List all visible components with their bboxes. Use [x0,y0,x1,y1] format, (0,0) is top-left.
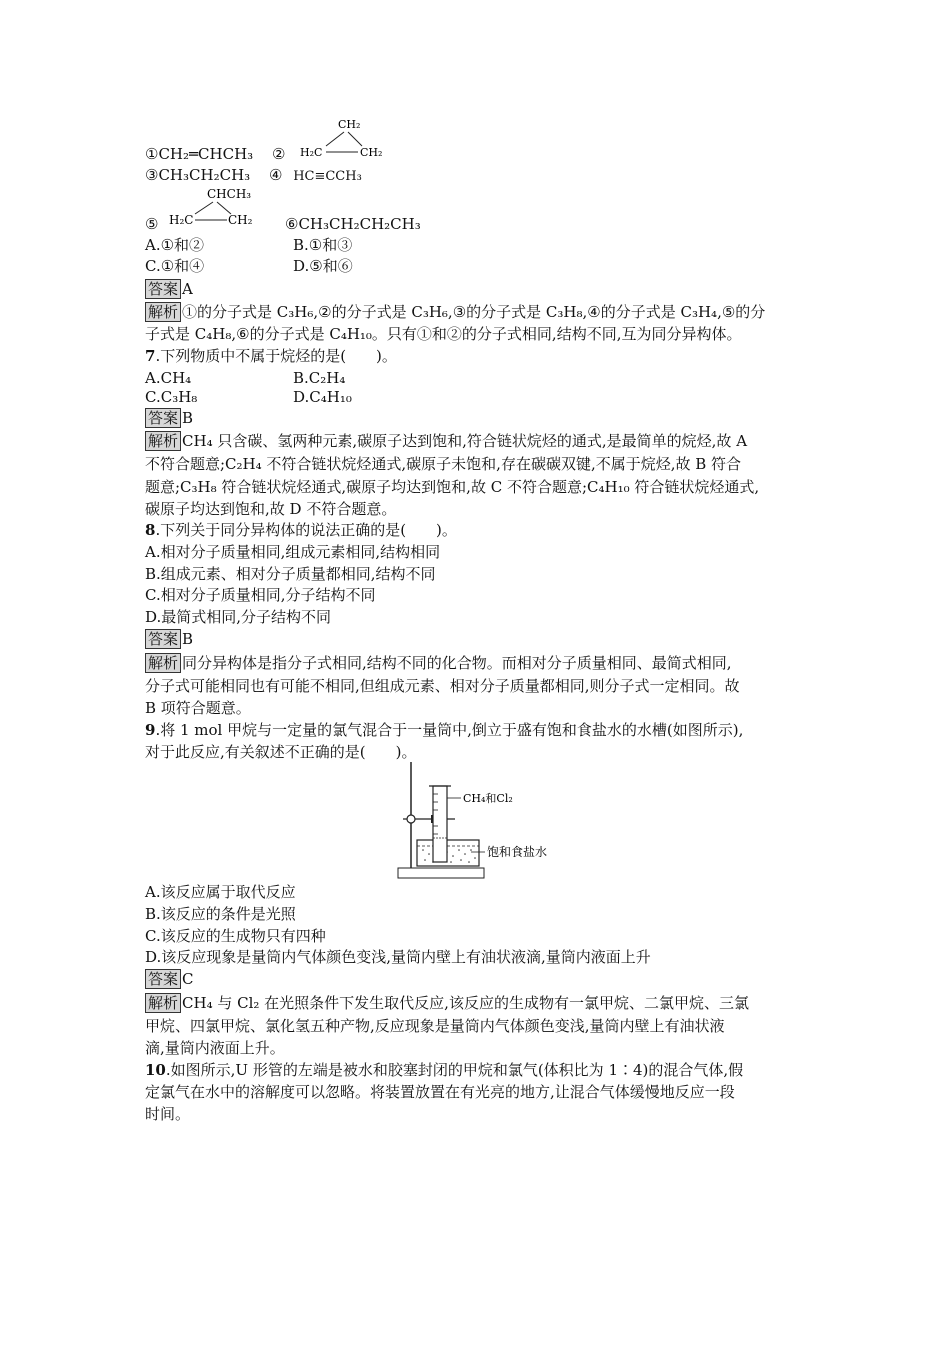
formula-1: ①CH₂═CHCH₃ [145,145,254,163]
cyclopropane-top-label: CH₂ [338,118,361,131]
q7-analysis-line-3: 题意;C₃H₈ 符合链状烷烃通式,碳原子均达到饱和,故 C 不符合题意;C₄H₁₀ 符合链状烷烃通式, [145,478,760,496]
answer-tag: 答案 [145,408,181,428]
q6-option-c: C.①和④ [145,257,205,275]
q10-stem-line-3: 时间。 [145,1105,191,1123]
methylcyclopropane-right-label: CH₂ [228,213,253,227]
analysis-text: ①的分子式是 C₃H₆,②的分子式是 C₃H₆,③的分子式是 C₃H₈,④的分子式是 C₃H₄,⑤的分 [182,303,766,321]
q9-analysis-line-1 [145,993,749,1013]
question-text: .下列物质中不属于烷烃的是( )。 [155,347,397,365]
q9-analysis-line-2: 甲烷、四氯甲烷、氯化氢五种产物,反应现象是量筒内气体颜色变浅,量筒内壁上有油状液 [145,1017,725,1035]
q8-option-c: C.相对分子质量相同,分子结构不同 [145,586,376,604]
q9-option-a: A.该反应属于取代反应 [145,883,296,901]
answer-value: C [182,970,194,988]
q8-analysis-line-1 [145,653,732,673]
methylcyclopropane-structure [165,186,265,230]
answer-tag: 答案 [145,279,181,299]
q7-option-a: A.CH₄ [145,369,192,387]
cyclopropane-left-label: H₂C [300,146,323,159]
formula-6: ⑥CH₃CH₂CH₂CH₃ [285,215,421,233]
question-text: .下列关于同分异构体的说法正确的是( )。 [155,521,457,539]
question-number: 10 [145,1061,166,1079]
q6-option-a: A.①和② [145,236,205,254]
question-text: .将 1 mol 甲烷与一定量的氯气混合于一量筒中,倒立于盛有饱和食盐水的水槽(如图所示), [155,721,744,739]
q9-stem-line-1 [145,720,743,740]
q7-stem [145,346,397,366]
q10-stem-line-1 [145,1060,743,1080]
figure-label-brine: 饱和食盐水 [487,845,548,859]
formula-row-2 [145,165,362,187]
cyclopropane-right-label: CH₂ [360,146,383,159]
formula-3: ③CH₃CH₂CH₃ [145,166,251,184]
q9-answer [145,969,194,989]
q6-option-d: D.⑤和⑥ [293,257,353,275]
formula-row-3 [145,214,421,234]
q8-answer [145,629,193,649]
q8-analysis-line-3: B 项符合题意。 [145,699,251,717]
analysis-text: CH₄ 与 Cl₂ 在光照条件下发生取代反应,该反应的生成物有一氯甲烷、二氯甲烷、三氯 [182,994,749,1012]
q9-analysis-line-3: 滴,量筒内液面上升。 [145,1039,285,1057]
q8-option-d: D.最简式相同,分子结构不同 [145,608,332,626]
q7-analysis-line-4: 碳原子均达到饱和,故 D 不符合题意。 [145,500,397,518]
q9-stem-line-2: 对于此反应,有关叙述不正确的是( )。 [145,743,417,761]
q6-analysis-line-1 [145,302,765,322]
q7-analysis-line-2: 不符合题意;C₂H₄ 不符合链状烷烃通式,碳原子未饱和,存在碳碳双键,不属于烷烃,故 B 符合 [145,455,742,473]
formula-4-number: ④ [268,166,283,184]
methylcyclopropane-top-label: CHCH₃ [207,187,252,201]
question-text: .如图所示,U 形管的左端是被水和胶塞封闭的甲烷和氯气(体积比为 1∶4)的混合气体,假 [165,1061,744,1079]
answer-value: B [182,409,194,427]
answer-value: A [182,280,193,298]
q8-stem [145,520,457,540]
q6-answer [145,279,193,299]
methane-chlorination-apparatus-figure [395,760,565,882]
analysis-tag: 解析 [145,653,181,673]
q8-option-a: A.相对分子质量相同,组成元素相同,结构相同 [145,543,441,561]
question-number: 9 [145,721,156,739]
analysis-text: CH₄ 只含碳、氢两种元素,碳原子达到饱和,符合链状烷烃的通式,是最简单的烷烃,故 A [182,432,748,450]
q7-answer [145,408,193,428]
analysis-tag: 解析 [145,993,181,1013]
answer-tag: 答案 [145,969,181,989]
q10-stem-line-2: 定氯气在水中的溶解度可以忽略。将装置放置在有光亮的地方,让混合气体缓慢地反应一段 [145,1083,735,1101]
formula-4: HC≡CCH₃ [293,169,362,184]
q8-analysis-line-2: 分子式可能相同也有可能不相同,但组成元素、相对分子质量都相同,则分子式一定相同。故 [145,677,740,695]
question-number: 7 [145,347,156,365]
q7-option-d: D.C₄H₁₀ [293,388,352,406]
formula-2-number: ② [271,145,286,163]
q7-option-c: C.C₃H₈ [145,388,198,406]
figure-label-gas: CH₄和Cl₂ [463,792,513,805]
formula-5-number: ⑤ [145,215,159,233]
formula-row-1 [145,144,285,164]
answer-value: B [182,630,194,648]
q7-analysis-line-1 [145,431,747,451]
question-number: 8 [145,521,156,539]
q7-option-b: B.C₂H₄ [293,369,346,387]
analysis-tag: 解析 [145,302,181,322]
q8-option-b: B.组成元素、相对分子质量都相同,结构不同 [145,565,436,583]
q6-analysis-line-2: 子式是 C₄H₈,⑥的分子式是 C₄H₁₀。只有①和②的分子式相同,结构不同,互为同分异构体。 [145,325,742,343]
q9-option-d: D.该反应现象是量筒内气体颜色变浅,量筒内壁上有油状液滴,量筒内液面上升 [145,948,651,966]
answer-tag: 答案 [145,629,181,649]
q9-option-c: C.该反应的生成物只有四种 [145,927,326,945]
methylcyclopropane-left-label: H₂C [169,213,194,227]
cyclopropane-structure [300,116,400,162]
q6-option-b: B.①和③ [293,236,353,254]
q9-option-b: B.该反应的条件是光照 [145,905,296,923]
analysis-text: 同分异构体是指分子式相同,结构不同的化合物。而相对分子质量相同、最简式相同, [182,654,732,672]
analysis-tag: 解析 [145,431,181,451]
